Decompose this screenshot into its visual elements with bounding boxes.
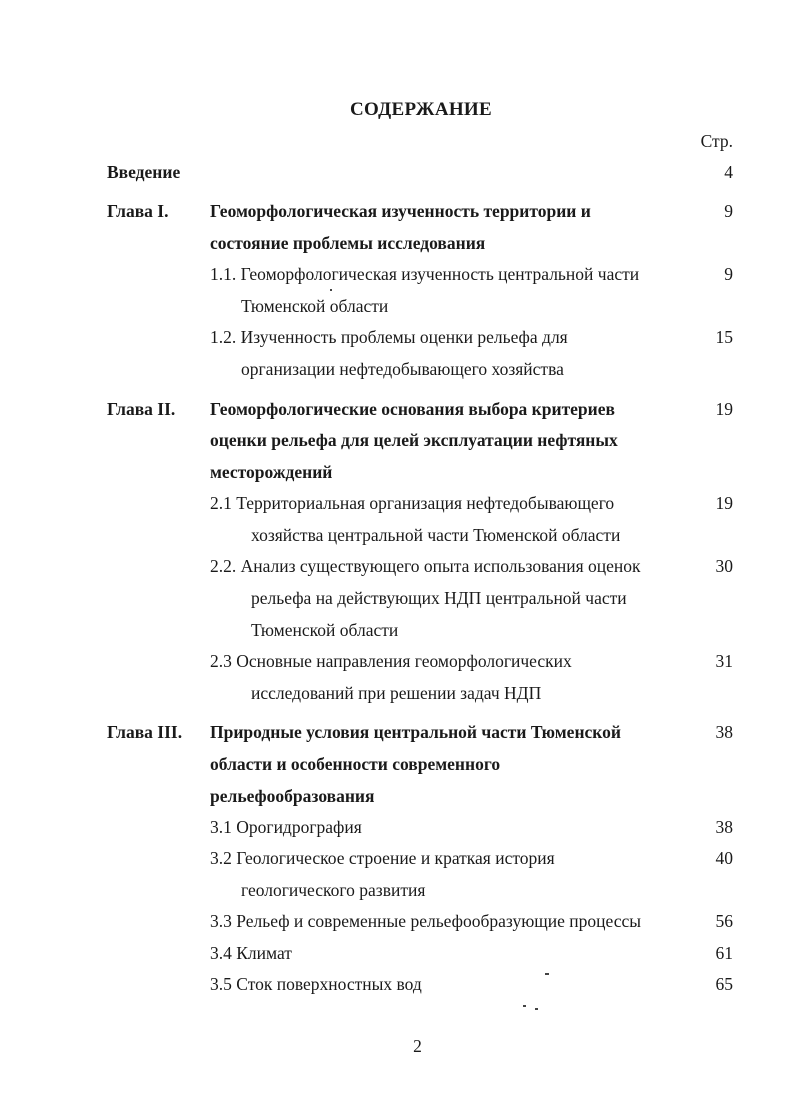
toc-chapter-2-title[interactable]: Геоморфологические основания выбора критериев	[210, 399, 615, 419]
page-title: СОДЕРЖАНИЕ	[350, 99, 492, 120]
toc-section-2-3-page: 31	[715, 651, 733, 671]
toc-chapter-1-label[interactable]: Глава I.	[107, 201, 169, 221]
toc-section-3-1[interactable]: 3.1 Орогидрография	[210, 817, 362, 837]
toc-chapter-2-title[interactable]: оценки рельефа для целей эксплуатации нефтяных	[210, 430, 618, 450]
toc-intro-label[interactable]: Введение	[107, 162, 181, 182]
toc-section-3-3[interactable]: 3.3 Рельеф и современные рельефообразующие процессы	[210, 911, 641, 931]
toc-section-2-1[interactable]: 2.1 Территориальная организация нефтедобывающего	[210, 493, 615, 513]
toc-chapter-3-title[interactable]: области и особенности современного	[210, 754, 501, 774]
toc-section-3-2[interactable]: 3.2 Геологическое строение и краткая история	[210, 848, 555, 868]
page-number: 2	[413, 1036, 422, 1056]
toc-chapter-2-label[interactable]: Глава II.	[107, 399, 176, 419]
toc-section-3-5-page: 65	[715, 974, 733, 994]
toc-chapter-1-title[interactable]: состояние проблемы исследования	[210, 233, 486, 253]
toc-section-1-2[interactable]: 1.2. Изученность проблемы оценки рельефа для	[210, 327, 568, 347]
toc-section-3-4[interactable]: 3.4 Климат	[210, 943, 292, 963]
toc-section-1-2-page: 15	[715, 327, 733, 347]
toc-chapter-1-title[interactable]: Геоморфологическая изученность территории и	[210, 201, 591, 221]
toc-section-1-1[interactable]: 1.1. Геоморфологическая изученность центральной части	[210, 264, 640, 284]
toc-section-2-2[interactable]: 2.2. Анализ существующего опыта использования оценок	[210, 556, 641, 576]
scan-speck	[523, 1005, 526, 1007]
toc-section-2-2[interactable]: Тюменской области	[251, 620, 399, 640]
toc-chapter-3-title[interactable]: Природные условия центральной части Тюменской	[210, 722, 621, 742]
toc-chapter-2-title[interactable]: месторождений	[210, 462, 333, 482]
toc-section-3-1-page: 38	[715, 817, 733, 837]
toc-section-1-1-page: 9	[724, 264, 733, 284]
toc-chapter-3-page: 38	[715, 722, 733, 742]
scan-speck	[330, 289, 332, 291]
toc-section-1-1[interactable]: Тюменской области	[241, 296, 389, 316]
page-column-header: Стр.	[700, 131, 733, 151]
toc-section-2-1[interactable]: хозяйства центральной части Тюменской области	[251, 525, 621, 545]
toc-section-2-3[interactable]: исследований при решении задач НДП	[251, 683, 542, 703]
toc-section-3-5[interactable]: 3.5 Сток поверхностных вод	[210, 974, 422, 994]
toc-section-2-2-page: 30	[715, 556, 733, 576]
toc-section-3-2-page: 40	[715, 848, 733, 868]
toc-section-1-2[interactable]: организации нефтедобывающего хозяйства	[241, 359, 564, 379]
toc-section-2-3[interactable]: 2.3 Основные направления геоморфологических	[210, 651, 572, 671]
toc-section-2-2[interactable]: рельефа на действующих НДП центральной части	[251, 588, 627, 608]
scan-speck	[545, 973, 549, 975]
toc-chapter-2-page: 19	[715, 399, 733, 419]
toc-section-3-4-page: 61	[715, 943, 733, 963]
scan-speck	[535, 1008, 538, 1010]
toc-section-2-1-page: 19	[715, 493, 733, 513]
toc-intro-page: 4	[724, 162, 733, 182]
toc-section-3-3-page: 56	[715, 911, 733, 931]
toc-chapter-3-label[interactable]: Глава III.	[107, 722, 183, 742]
toc-chapter-3-title[interactable]: рельефообразования	[210, 786, 375, 806]
toc-chapter-1-page: 9	[724, 201, 733, 221]
toc-section-3-2[interactable]: геологического развития	[241, 880, 426, 900]
